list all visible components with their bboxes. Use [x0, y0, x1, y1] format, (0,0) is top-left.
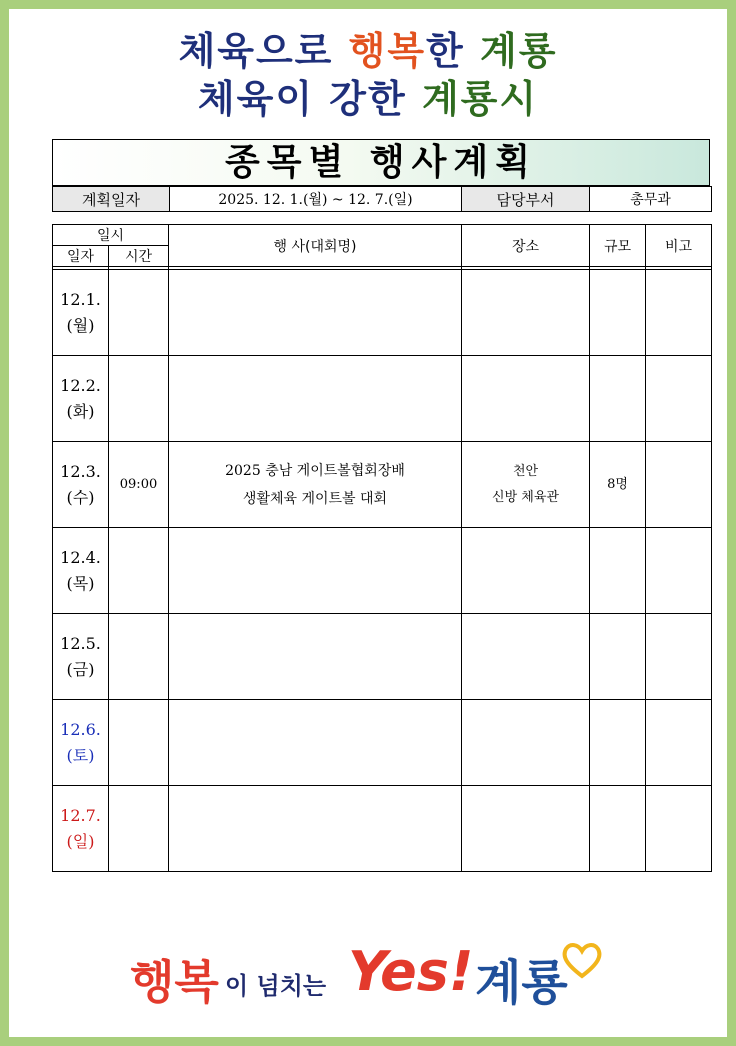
footer-happy: 행복	[130, 955, 219, 1009]
period-value: 2025. 12. 1.(월) ~ 12. 7.(일)	[170, 187, 462, 212]
date-cell: 12.7. (일)	[53, 786, 109, 872]
note-cell	[646, 528, 712, 614]
time-cell	[109, 786, 169, 872]
event-cell: 2025 충남 게이트볼협회장배 생활체육 게이트볼 대회	[169, 442, 462, 528]
period-label: 계획일자	[53, 187, 170, 212]
footer-gyeryong: 계룡	[475, 955, 568, 1011]
date-cell: 12.1. (월)	[53, 270, 109, 356]
dept-value: 총무과	[590, 187, 712, 212]
slogan-seg: 한	[426, 29, 480, 73]
scale-cell	[590, 786, 646, 872]
slogan-seg: 체육	[197, 77, 276, 121]
footer-overflowing: 이 넘치는	[225, 972, 327, 1000]
header-datetime: 일시	[53, 225, 169, 246]
place-cell	[462, 356, 590, 442]
time-cell	[109, 270, 169, 356]
slogan-line-1	[0, 20, 736, 75]
schedule-table	[52, 224, 712, 872]
note-cell	[646, 614, 712, 700]
header-place: 장소	[462, 225, 590, 267]
table-row	[53, 442, 712, 528]
note-cell	[646, 786, 712, 872]
document-title: 종목별 행사계획	[52, 139, 710, 186]
event-cell	[169, 786, 462, 872]
note-cell	[646, 356, 712, 442]
header-note: 비고	[646, 225, 712, 267]
info-table	[52, 186, 712, 212]
slogan-seg: 이 강한	[275, 77, 422, 121]
note-cell	[646, 700, 712, 786]
event-cell	[169, 700, 462, 786]
table-row	[53, 356, 712, 442]
event-cell	[169, 270, 462, 356]
place-cell	[462, 528, 590, 614]
header-event: 행 사(대회명)	[169, 225, 462, 267]
scale-cell	[590, 270, 646, 356]
note-cell	[646, 270, 712, 356]
time-cell	[109, 356, 169, 442]
place-cell	[462, 786, 590, 872]
slogan-seg: 계룡	[480, 29, 558, 73]
time-cell	[109, 528, 169, 614]
place-cell	[462, 614, 590, 700]
table-row	[53, 614, 712, 700]
scale-cell	[590, 700, 646, 786]
time-cell: 09:00	[109, 442, 169, 528]
header-time: 시간	[109, 246, 169, 267]
slogan-seg: 행복	[348, 29, 427, 73]
note-cell	[646, 442, 712, 528]
time-cell	[109, 614, 169, 700]
dept-label: 담당부서	[462, 187, 590, 212]
date-cell: 12.2. (화)	[53, 356, 109, 442]
scale-cell	[590, 528, 646, 614]
place-cell	[462, 700, 590, 786]
date-cell: 12.6. (토)	[53, 700, 109, 786]
event-cell	[169, 356, 462, 442]
date-cell: 12.4. (목)	[53, 528, 109, 614]
header-scale: 규모	[590, 225, 646, 267]
footer-logo	[130, 940, 610, 1020]
header-date: 일자	[53, 246, 109, 267]
table-row	[53, 786, 712, 872]
scale-cell	[590, 356, 646, 442]
scale-cell: 8명	[590, 442, 646, 528]
table-row	[53, 270, 712, 356]
date-cell: 12.3. (수)	[53, 442, 109, 528]
slogan-line-2	[0, 68, 736, 123]
date-cell: 12.5. (금)	[53, 614, 109, 700]
footer-yes: Yes!	[348, 940, 474, 1003]
slogan-seg: 체육으로	[178, 29, 349, 73]
event-cell	[169, 528, 462, 614]
time-cell	[109, 700, 169, 786]
slogan-seg: 계룡시	[421, 77, 539, 121]
table-row	[53, 528, 712, 614]
place-cell	[462, 270, 590, 356]
event-cell	[169, 614, 462, 700]
heart-icon	[560, 940, 604, 980]
place-cell: 천안 신방 체육관	[462, 442, 590, 528]
scale-cell	[590, 614, 646, 700]
table-row	[53, 700, 712, 786]
